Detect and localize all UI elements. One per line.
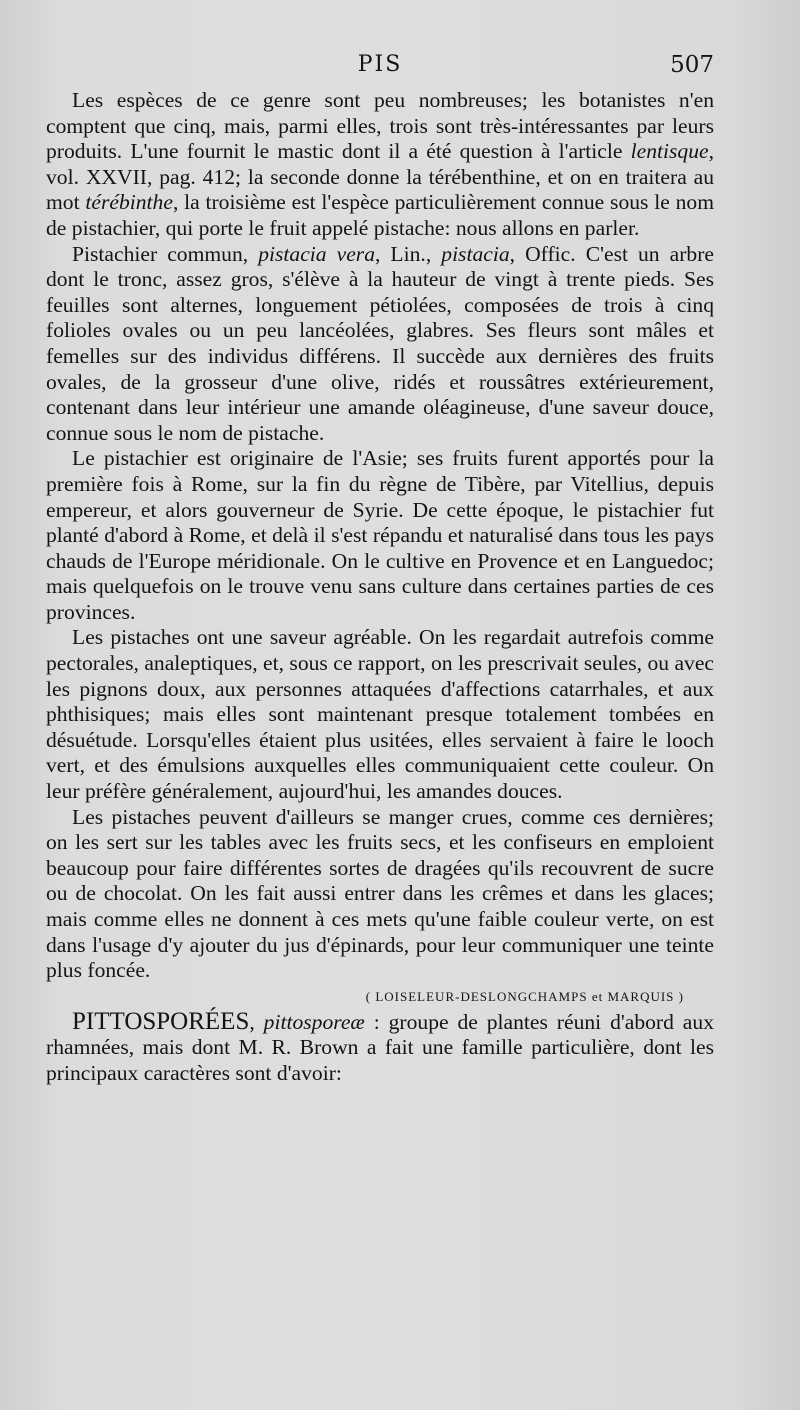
- paragraph-pistachier-commun: [46, 242, 714, 447]
- italic-term: térébinthe: [85, 190, 173, 215]
- italic-term: pistacia: [441, 241, 510, 266]
- text-run: , la troisième est l'espèce particulièrement connue sous le nom de pistachier, qui porte le fruit appelé pistache: nous allons en parler.: [46, 190, 714, 240]
- paragraph-species-overview: [46, 88, 714, 242]
- paragraph-culinary-use: Les pistaches peuvent d'ailleurs se manger crues, comme ces dernières; on les sert sur les tables avec les fruits secs, et les confiseurs en emploient beaucoup pour faire différentes sortes de dragées qu'ils recouvrent de sucre ou de chocolat. On les fait aussi entrer dans les crêmes et dans les glaces; mais comme elles ne donnent à ces mets qu'une faible couleur verte, on est dans l'usage d'y ajouter du jus d'épinards, pour leur communiquer une teinte plus foncée.: [46, 804, 714, 983]
- body-text: [46, 88, 714, 1087]
- author-attribution: ( LOISELEUR-DESLONGCHAMPS et MARQUIS ): [365, 988, 684, 1004]
- text-run: , Offic. C'est un arbre dont le tronc, assez gros, s'élève à la hauteur de vingt à trente pieds. Ses feuilles sont alternes, longuement pétiolées, composées de trois à cinq folioles ovales ou un peu lancéolées, glabres. Ses fleurs sont mâles et femelles sur des individus différens. Il succède aux dernières des fruits ovales, de la grosseur d'une olive, ridés et roussâtres extérieurement, contenant dans leur intérieur une amande oléagineuse, d'une saveur douce, connue sous le nom de pistache.: [46, 241, 714, 445]
- entry-headword: PITTOSPORÉES: [72, 1007, 250, 1035]
- entry-latin-name: pittosporeæ: [263, 1009, 365, 1034]
- text-run: Les espèces de ce genre sont peu nombreuses; les botanistes n'en comptent que cinq, mais, parmi elles, trois sont très-intéressantes par leurs produits. L'une fournit le mastic dont il a été question à l'article: [46, 88, 714, 164]
- page-header: [46, 52, 714, 84]
- italic-term: pistacia vera: [258, 241, 375, 266]
- running-head: PIS: [357, 52, 403, 77]
- italic-term: lentisque: [630, 139, 709, 164]
- paragraph-origin: Le pistachier est originaire de l'Asie; ses fruits furent apportés pour la première fois à Rome, sur la fin du règne de Tibère, par Vitellius, depuis empereur, et alors gouverneur de Syrie. De cette époque, le pistachier fut planté d'abord à Rome, et delà il s'est répandu et naturalisé dans tous les pays chauds de l'Europe méridionale. On le cultive en Provence et en Languedoc; mais quelquefois on le trouve venu sans culture dans certaines parties de ces provinces.: [46, 446, 714, 624]
- text-run: , Lin.,: [375, 241, 442, 266]
- entry-text: : groupe de plantes réuni d'abord aux rhamnées, mais dont M. R. Brown a fait une famille particulière, dont les principaux caractères sont d'avoir:: [46, 1009, 714, 1085]
- paragraph-medicinal-use: Les pistaches ont une saveur agréable. On les regardait autrefois comme pectorales, analeptiques, et, sous ce rapport, on les prescrivait seules, ou avec les pignons doux, aux personnes attaquées d'affections catarrhales, et aux phthisiques; mais elles sont maintenant presque totalement tombées en désuétude. Lorsqu'elles étaient plus usitées, elles servaient à faire le looch vert, et des émulsions auxquelles elles communiquaient cette couleur. On leur préfère généralement, aujourd'hui, les amandes douces.: [46, 625, 714, 804]
- text-run: , vol. XXVII, pag. 412; la seconde donne la térébenthine, et on en traitera au mot: [46, 139, 714, 215]
- text-run: Pistachier commun,: [72, 241, 259, 266]
- page-number: 507: [670, 52, 714, 78]
- entry-pittosporees: PITTOSPORÉES, pittosporeæ : groupe de plantes réuni d'abord aux rhamnées, mais dont M. R. Brown a fait une famille particulière, dont les principaux caractères sont d'avoir:: [46, 1007, 714, 1085]
